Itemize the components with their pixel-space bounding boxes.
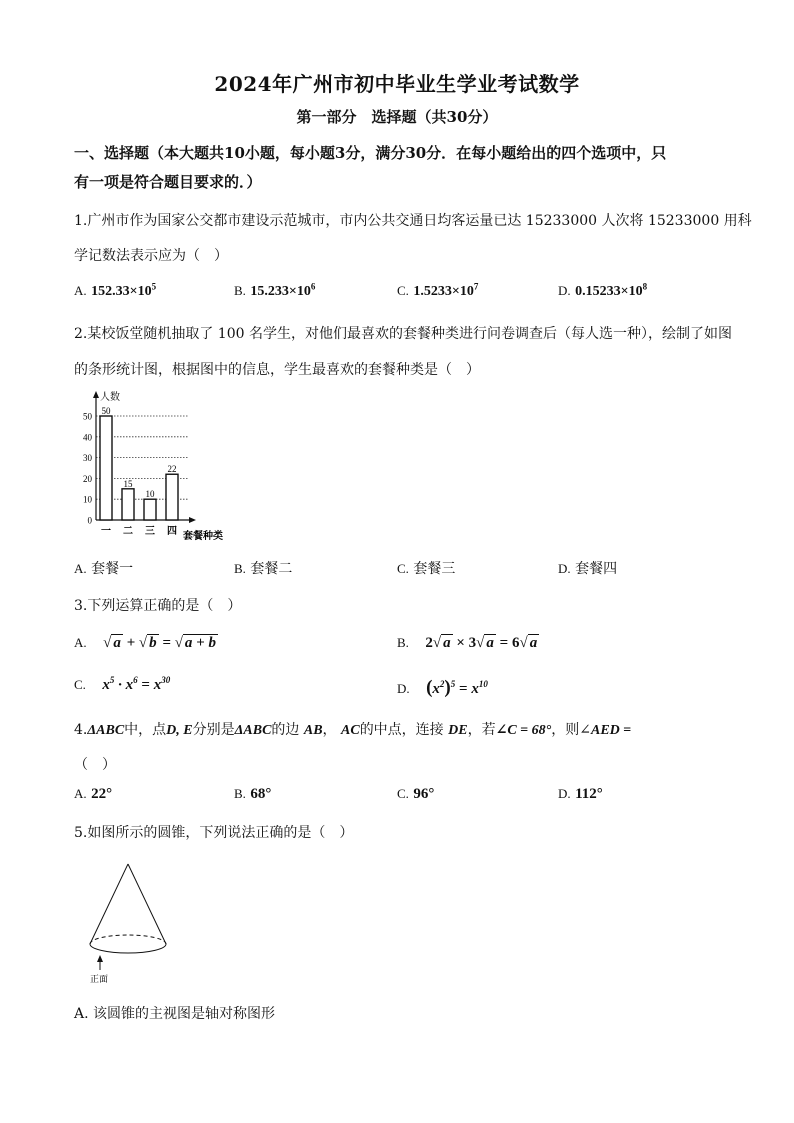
bar bbox=[100, 416, 112, 520]
q1-option-d[interactable]: D. $0.15233\times 10^8$ bbox=[558, 281, 648, 299]
cone-base-front bbox=[90, 944, 166, 953]
data-label: 50 bbox=[101, 406, 111, 416]
q1-stem-line1: 1.广州市作为国家公交都市建设示范城市，市内公共交通日均客运量已达 15233000 人次将 15233000 用科 bbox=[74, 213, 752, 229]
x-tick-label: 四 bbox=[167, 526, 177, 537]
q2-option-a[interactable]: A. 套餐一 bbox=[74, 561, 134, 577]
q4-stem-line2: （ ） bbox=[74, 757, 116, 773]
y-tick-label: 50 bbox=[83, 411, 92, 422]
q3-option-b[interactable]: B. 2√ a × 3√ a = 6√ a bbox=[397, 635, 538, 651]
q3-option-a[interactable]: A. √ a + √ b = √ a + b bbox=[74, 635, 216, 651]
y-tick-label: 10 bbox=[83, 494, 92, 505]
cone-left-edge bbox=[90, 864, 128, 944]
view-arrow-head bbox=[97, 955, 103, 962]
data-labels bbox=[102, 406, 177, 499]
q3-option-d-formula: $(x^2)^5 = x^{10}$ bbox=[426, 677, 488, 698]
part-subtitle: 第一部分 选择题（共30分） bbox=[296, 108, 498, 126]
data-label: 10 bbox=[145, 489, 155, 500]
bar bbox=[122, 489, 134, 520]
bars bbox=[100, 416, 178, 520]
q5-stem: 5.如图所示的圆锥，下列说法正确的是（ ） bbox=[74, 825, 354, 841]
section-heading-line2: 有一项是符合题目要求的．） bbox=[74, 173, 262, 191]
x-tick-labels bbox=[101, 525, 177, 537]
q3-stem: 3.下列运算正确的是（ ） bbox=[74, 598, 242, 614]
y-tick-label: 40 bbox=[83, 432, 92, 443]
q2-stem-line2: 的条形统计图，根据图中的信息，学生最喜欢的套餐种类是（ ） bbox=[74, 362, 480, 378]
q2-option-c[interactable]: C. 套餐三 bbox=[397, 561, 456, 577]
cone-right-edge bbox=[128, 864, 166, 944]
y-tick-labels bbox=[83, 412, 93, 526]
y-tick-label: 0 bbox=[87, 515, 92, 526]
q4-stem-line1: 4.ΔABC中，点D, E分别是ΔABC的边 AB， AC的中点，连接 DE，若∠C = 68°，则∠AED = bbox=[74, 722, 632, 738]
q1-option-a[interactable]: A. $152.33\times 10^5$ bbox=[74, 281, 157, 299]
cone-base-back bbox=[90, 935, 166, 944]
q4-option-d[interactable]: D. 112° bbox=[558, 786, 603, 802]
q5-option-a[interactable]: A. 该圆锥的主视图是轴对称图形 bbox=[74, 1006, 276, 1022]
section-heading-line1: 一、选择题（本大题共10小题，每小题3分，满分30分．在每小题给出的四个选项中，只 bbox=[74, 144, 667, 162]
q3-option-b-formula: 2√ a × 3√ a = 6√ a bbox=[425, 635, 538, 651]
q3-option-c-formula: $x^5 \cdot x^6 = x^{30}$ bbox=[102, 675, 171, 693]
q2-option-b[interactable]: B. 套餐二 bbox=[234, 561, 293, 577]
q3-option-a-formula: √ a + √ b = √ a + b bbox=[103, 635, 216, 651]
q4-option-b[interactable]: B. 68° bbox=[234, 786, 272, 802]
q2-option-d[interactable]: D. 套餐四 bbox=[558, 561, 618, 577]
page-title: 2024年广州市初中毕业生学业考试数学 bbox=[214, 72, 580, 96]
q4-option-c[interactable]: C. 96° bbox=[397, 786, 435, 802]
cone-figure bbox=[80, 858, 180, 988]
x-tick-label: 一 bbox=[101, 526, 111, 537]
y-tick-label: 20 bbox=[83, 473, 92, 484]
data-label: 15 bbox=[123, 478, 133, 489]
bar bbox=[144, 499, 156, 520]
q2-stem-line1: 2.某校饭堂随机抽取了 100 名学生，对他们最喜欢的套餐种类进行问卷调查后（每人选一种），绘制了如图 bbox=[74, 326, 732, 342]
bar-chart bbox=[70, 388, 240, 548]
y-axis-label: 人数 bbox=[100, 392, 120, 403]
q1-option-c[interactable]: C. $1.5233\times 10^7$ bbox=[397, 281, 479, 299]
q1-stem-line2: 学记数法表示应为（ ） bbox=[74, 248, 228, 264]
x-axis-label: 套餐种类 bbox=[183, 531, 223, 542]
x-tick-label: 三 bbox=[145, 526, 155, 537]
x-axis-arrow bbox=[189, 517, 196, 523]
q1-option-b[interactable]: B. $15.233\times 10^6$ bbox=[234, 281, 316, 299]
y-axis-arrow bbox=[93, 391, 99, 398]
q4-option-a[interactable]: A. 22° bbox=[74, 786, 113, 802]
x-tick-label: 二 bbox=[123, 526, 133, 537]
data-label: 22 bbox=[167, 464, 177, 475]
bar bbox=[166, 474, 178, 520]
y-tick-label: 30 bbox=[83, 453, 92, 464]
q3-option-c[interactable]: C. $x^5 \cdot x^6 = x^{30}$ bbox=[74, 675, 171, 693]
front-view-label: 正面 bbox=[90, 975, 109, 985]
q3-option-d[interactable]: D. $(x^2)^5 = x^{10}$ bbox=[397, 677, 488, 698]
